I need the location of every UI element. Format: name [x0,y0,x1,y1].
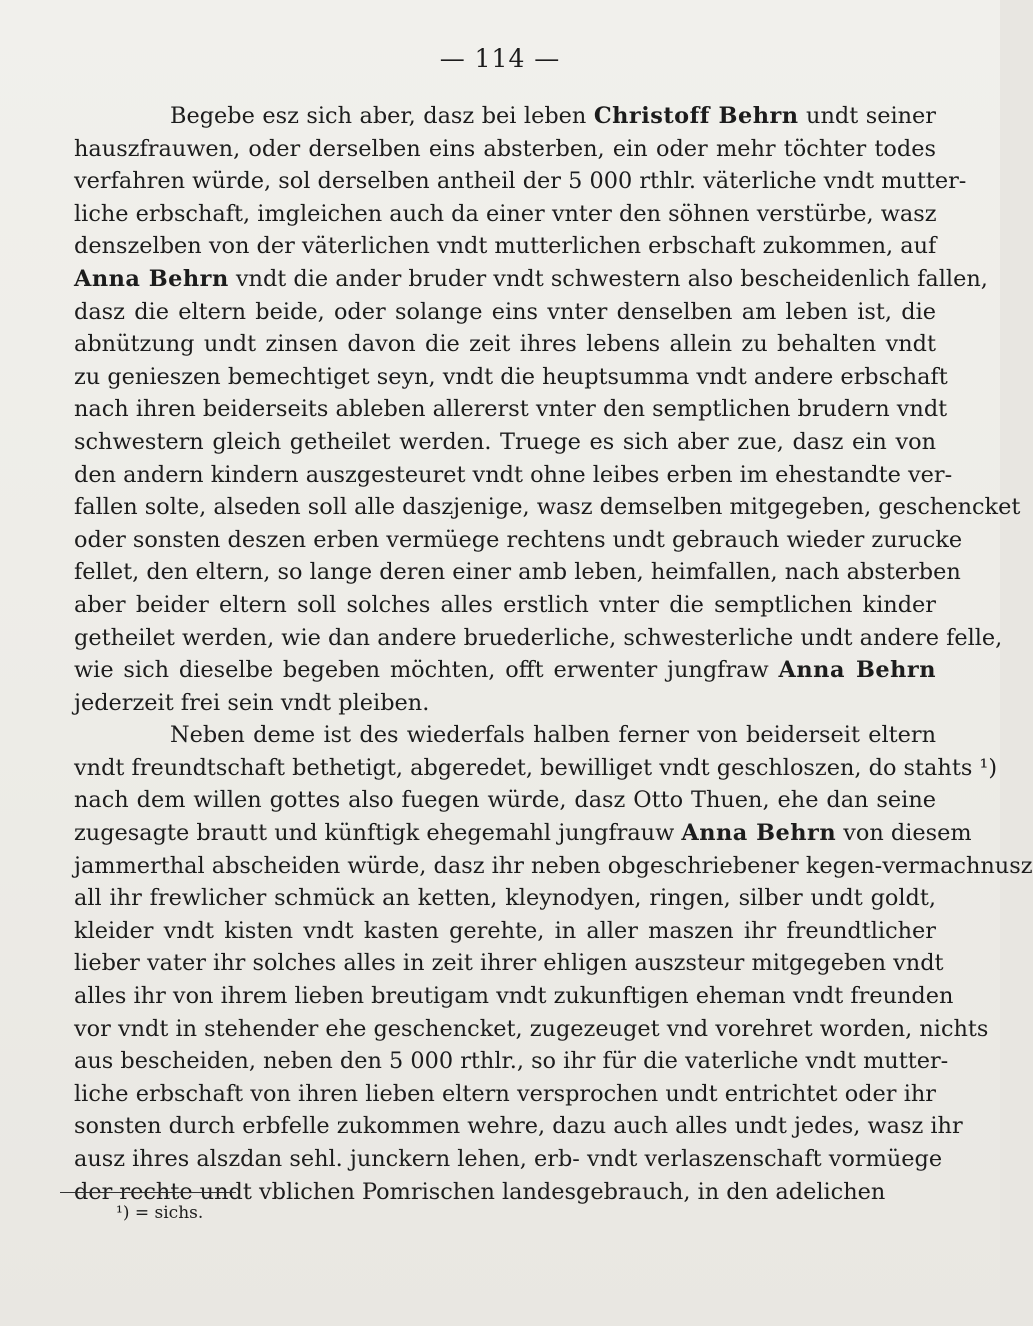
text-segment: vndt die ander bruder vndt schwestern also bescheidenlich fallen, [228,265,988,292]
text-segment: undt seiner [798,103,936,129]
text-line [74,165,967,198]
text-segment: getheilet werden, wie dan andere bruederliche, schwesterliche undt andere felle, [74,624,1003,651]
text-segment: aus bescheiden, neben den 5 000 rthlr., so ihr für die vaterliche vndt mutter- [74,1048,949,1075]
text-line [74,328,936,361]
body-text [74,100,1033,1208]
person-name: Anna Behrn [74,265,229,292]
text-line [74,1110,963,1143]
text-segment: denszelben von der väterlichen vndt mutterlichen erbschaft zukommen, auf [74,233,937,260]
text-line [74,100,936,133]
text-segment: Neben deme ist des wiederfals halben ferner von beiderseit eltern [170,722,936,749]
text-line [74,524,963,557]
paragraph-2 [74,719,1033,1208]
text-segment: ausz ihres alszdan sehl. junckern lehen, erb- vndt verlaszenschaft vormüege [74,1146,943,1172]
text-segment: zu genieszen bemechtiget seyn, vndt die heuptsumma vndt andere erbschaft [74,363,948,390]
text-segment: fallen solte, alseden soll alle daszjenige, wasz demselben mitgegeben, geschencket [74,494,1021,521]
paragraph-1 [74,100,1021,719]
person-name: Christoff Behrn [593,103,799,129]
text-line [74,230,936,263]
text-segment: wie sich dieselbe begeben möchten, offt erwenter jungfraw [74,657,779,684]
text-line [74,915,936,948]
text-segment: liche erbschaft von ihren lieben eltern versprochen undt entrichtet oder ihr [74,1080,936,1107]
footnote-text: = sichs. [134,1203,204,1223]
text-line [74,654,936,687]
text-segment: sonsten durch erbfelle zukommen wehre, dazu auch alles undt jedes, wasz ihr [74,1113,963,1140]
text-segment: nach dem willen gottes also fuegen würde, dasz Otto Thuen, ehe dan seine [74,787,936,814]
text-line [74,263,988,296]
text-line [74,1045,949,1078]
text-segment: nach ihren beiderseits ableben allererst vnter den semptlichen brudern vndt [74,396,948,423]
text-line [74,393,948,426]
text-line [74,947,944,980]
page-number: — 114 — [439,44,561,73]
text-segment: all ihr frewlicher schmück an ketten, kleynodyen, ringen, silber undt goldt, [74,885,936,912]
text-segment: dasz die eltern beide, oder solange eins vnter denselben am leben ist, die [74,298,936,325]
text-line [74,817,972,850]
text-segment: verfahren würde, sol derselben antheil der 5 000 rthlr. väterliche vndt mutter- [74,168,967,195]
text-segment: hauszfrauwen, oder derselben eins absterben, ein oder mehr töchter todes [74,135,936,162]
text-segment: den andern kindern auszgesteuret vndt ohne leibes erben im ehestandte ver- [74,461,953,488]
text-line [74,198,936,231]
text-line [74,459,953,492]
person-name: Anna Behrn [681,820,837,847]
text-segment: alles ihr von ihrem lieben breutigam vndt zukunftigen eheman vndt freunden [74,983,954,1010]
text-segment: kleider vndt kisten vndt kasten gerehte, in aller maszen ihr freundtlicher [74,917,936,944]
text-segment: lieber vater ihr solches alles in zeit ihrer ehligen auszsteur mitgegeben vndt [74,950,944,977]
text-line [74,133,936,166]
text-segment: fellet, den eltern, so lange deren einer amb leben, heimfallen, nach absterben [74,559,961,586]
text-line [74,1143,943,1176]
text-segment: Begebe esz sich aber, dasz bei leben [170,103,594,129]
text-line [74,752,998,785]
text-line [74,850,1033,883]
text-segment: schwestern gleich getheilet werden. Truege es sich aber zue, dasz ein von [74,428,936,455]
footnote [116,1202,203,1224]
text-line [74,1078,936,1111]
text-line [74,882,936,915]
text-segment: jammerthal abscheiden würde, dasz ihr neben obgeschriebener kegen-vermachnusz [74,852,1033,879]
text-line [74,1013,989,1046]
text-line [74,687,936,720]
text-segment: oder sonsten deszen erben vermüege rechtens undt gebrauch wieder zurucke [74,526,963,553]
text-line [74,622,1003,655]
text-segment: vor vndt in stehender ehe geschencket, zugezeuget vnd vorehret worden, nichts [74,1015,989,1042]
text-segment: liche erbschaft, imgleichen auch da einer vnter den söhnen verstürbe, wasz [74,200,937,227]
text-segment: abnützung undt zinsen davon die zeit ihres lebens allein zu behalten vndt [74,331,936,358]
text-line [74,980,954,1013]
text-line [74,296,936,329]
text-segment: zugesagte brautt und künftigk ehegemahl jungfrauw [74,820,682,847]
text-segment: aber beider eltern soll solches alles erstlich vnter die semptlichen kinder [74,591,936,618]
text-line [74,491,1021,524]
person-name: Anna Behrn [778,657,936,684]
text-line [74,589,936,622]
text-line [74,719,936,752]
text-segment: der rechte undt vblichen Pomrischen landesgebrauch, in den adelichen [74,1178,886,1205]
text-line [74,426,936,459]
text-line [74,361,948,394]
text-line [74,784,936,817]
text-segment: vndt freundtschaft bethetigt, abgeredet, bewilliget vndt geschloszen, do stahts ¹) [74,754,998,781]
footnote-separator [60,1192,236,1193]
footnote-marker: ¹) [116,1203,130,1223]
text-segment: jederzeit frei sein vndt pleiben. [74,689,430,716]
text-segment: von diesem [836,820,972,847]
text-line [74,556,961,589]
